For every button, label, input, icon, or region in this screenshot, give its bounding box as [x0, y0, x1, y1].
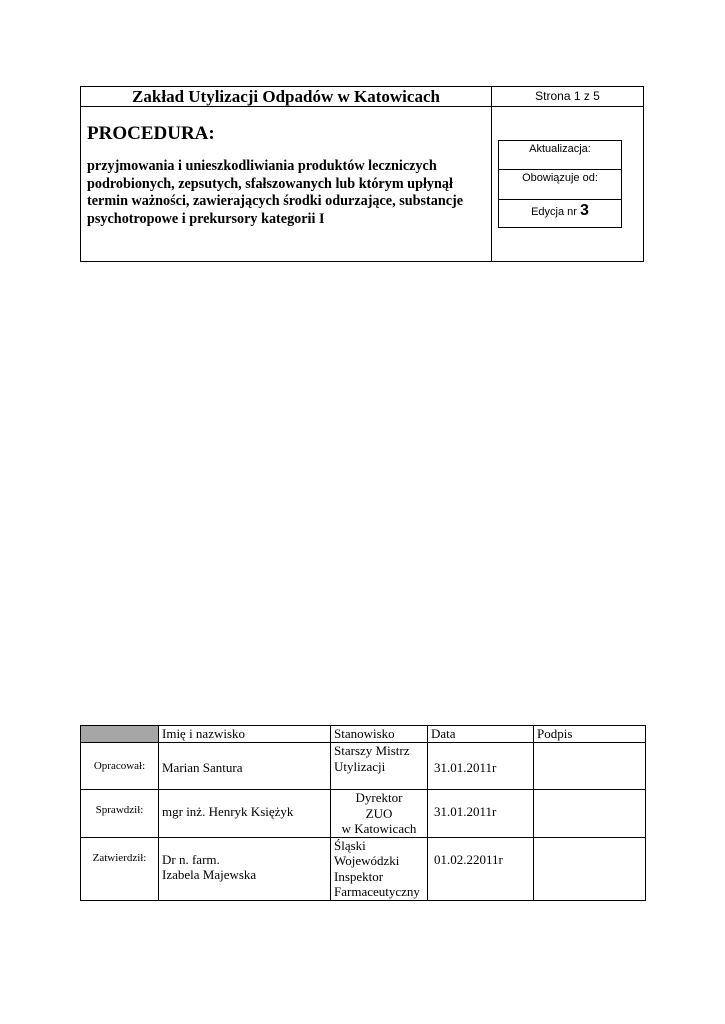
column-header-date: Data — [428, 726, 534, 743]
column-header-signature: Podpis — [534, 726, 646, 743]
name-cell — [159, 837, 331, 900]
signature-cell — [534, 837, 646, 900]
signature-cell — [534, 743, 646, 790]
role-cell: Sprawdził: — [81, 790, 159, 838]
procedure-description: przyjmowania i unieszkodliwiania produktów leczniczych podrobionych, zepsutych, sfałszowanych lub którym upłynął termin ważności, zawierających środki odurzające, substancje psychotropowe i prekursory kategorii I — [87, 158, 464, 227]
position-line: Śląski — [334, 837, 366, 853]
edition-number: 3 — [580, 201, 589, 219]
date-cell: 01.02.22011r — [428, 837, 534, 900]
header-left-cell — [81, 87, 492, 261]
column-header-name: Imię i nazwisko — [159, 726, 331, 743]
table-row — [81, 837, 646, 900]
position-line: Utylizacji — [334, 758, 386, 774]
page-number: Strona 1 z 5 — [492, 87, 643, 107]
document-meta-box — [498, 140, 622, 228]
effective-date-field — [499, 170, 621, 199]
name-line: mgr inż. Henryk Księżyk — [162, 804, 294, 819]
signature-cell — [534, 790, 646, 838]
table-row — [81, 790, 646, 838]
header-blank-cell — [81, 726, 159, 743]
role-cell: Zatwierdził: — [81, 837, 159, 900]
name-cell — [159, 743, 331, 790]
table-header-row — [81, 726, 646, 743]
signature-table — [80, 725, 646, 901]
position-cell — [331, 790, 428, 838]
position-line: Dyrektor — [355, 790, 403, 805]
effective-label: Obowiązuje od: — [522, 172, 598, 185]
update-label: Aktualizacja: — [529, 143, 591, 155]
name-cell — [159, 790, 331, 838]
table-row — [81, 743, 646, 790]
position-line: Farmaceutyczny — [334, 884, 420, 899]
institution-name: Zakład Utylizacji Odpadów w Katowicach — [81, 87, 491, 107]
update-field — [499, 141, 621, 170]
position-line: Wojewódzki — [334, 853, 400, 868]
position-line: Inspektor — [334, 868, 384, 884]
role-cell: Opracował: — [81, 743, 159, 790]
name-line: Dr n. farm. — [162, 851, 220, 867]
edition-field — [499, 200, 621, 229]
date-cell: 31.01.2011r — [428, 790, 534, 838]
position-line: ZUO — [365, 805, 393, 821]
name-line: Marian Santura — [162, 760, 243, 775]
position-line: w Katowicach — [341, 821, 417, 836]
position-line: Starszy Mistrz — [334, 743, 410, 758]
name-line: Izabela Majewska — [162, 867, 257, 882]
position-cell — [331, 743, 428, 790]
procedure-label: PROCEDURA: — [87, 123, 215, 144]
edition-label: Edycja nr — [531, 205, 577, 218]
position-cell — [331, 837, 428, 900]
column-header-position: Stanowisko — [331, 726, 428, 743]
date-cell: 31.01.2011r — [428, 743, 534, 790]
